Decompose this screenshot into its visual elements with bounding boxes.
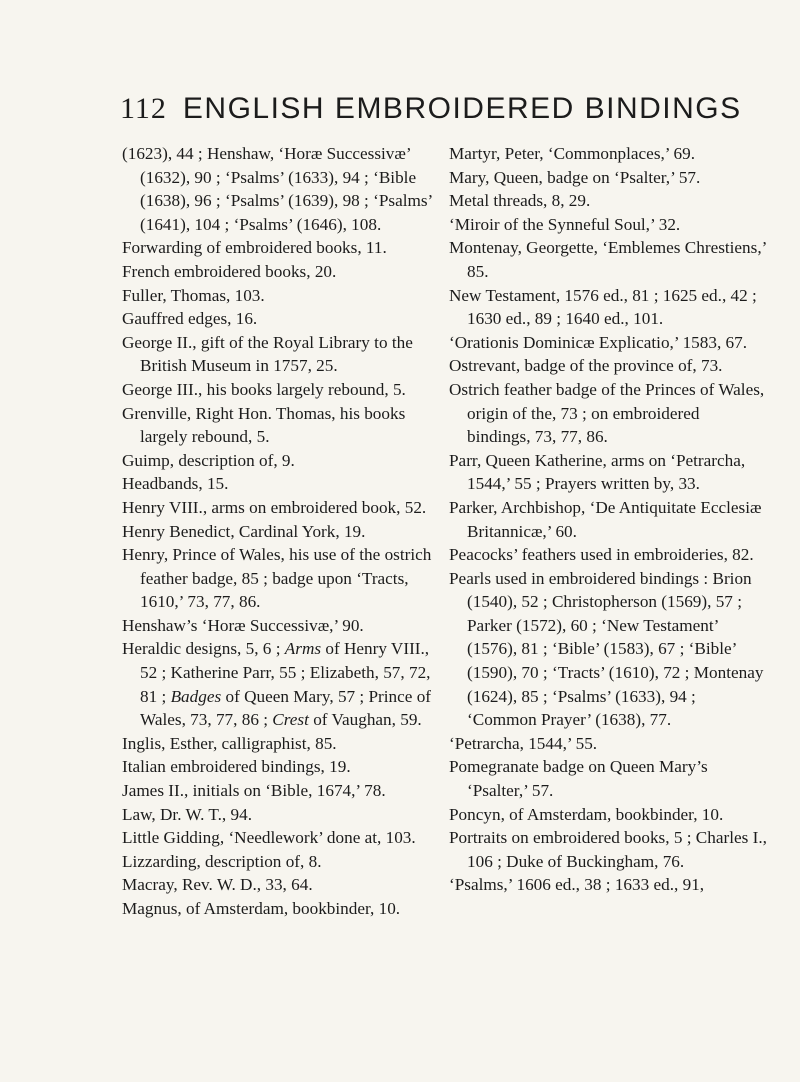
index-entry: Lizzarding, description of, 8.: [122, 851, 322, 871]
index-entry: Henry VIII., arms on embroidered book, 52.: [122, 497, 427, 517]
index-entry: Parker, Archbishop, ‘De Antiquitate Ecclesiæ Britannicæ,’ 60.: [449, 497, 762, 541]
index-entry: George II., gift of the Royal Library to the British Museum in 1757, 25.: [122, 332, 413, 376]
index-entry: ‘Orationis Dominicæ Explicatio,’ 1583, 67.: [449, 332, 748, 352]
index-entry: Gauffred edges, 16.: [122, 309, 258, 329]
index-entry: Grenville, Right Hon. Thomas, his books largely rebound, 5.: [122, 403, 406, 447]
index-entry: Portraits on embroidered books, 5 ; Charles I., 106 ; Duke of Buckingham, 76.: [449, 828, 767, 871]
index-entry: Pomegranate badge on Queen Mary’s ‘Psalter,’ 57.: [449, 757, 708, 801]
index-entry: Ostrich feather badge of the Princes of Wales, origin of the, 73 ; on embroidered bindings, 73, 77, 86.: [449, 379, 765, 447]
index-entry: Peacocks’ feathers used in embroideries, 82.: [449, 545, 754, 565]
index-entry: Macray, Rev. W. D., 33, 64.: [122, 875, 313, 895]
index-entry: Metal threads, 8, 29.: [449, 191, 591, 211]
index-entry: Mary, Queen, badge on ‘Psalter,’ 57.: [449, 167, 701, 187]
index-entry: Martyr, Peter, ‘Commonplaces,’ 69.: [449, 144, 696, 163]
index-entry: Henry, Prince of Wales, his use of the ostrich feather badge, 85 ; badge upon ‘Tracts, 1610,’ 73, 77, 86.: [122, 545, 432, 612]
index-entry: Heraldic designs, 5, 6 ; Arms of Henry VIII., 52 ; Katherine Parr, 55 ; Elizabeth, 57, 72, 81 ; Badges of Queen Mary, 57 ; Prince of Wales, 73, 77, 86 ; Crest of Vaughan, 59.: [122, 639, 432, 730]
index-entry: George III., his books largely rebound, 5.: [122, 379, 406, 399]
index-entry: Forwarding of embroidered books, 11.: [122, 238, 387, 258]
index-entry: Poncyn, of Amsterdam, bookbinder, 10.: [449, 804, 724, 824]
index-entry: New Testament, 1576 ed., 81 ; 1625 ed., 42 ; 1630 ed., 89 ; 1640 ed., 101.: [449, 285, 757, 329]
index-entry: Henshaw’s ‘Horæ Successivæ,’ 90.: [122, 615, 364, 635]
index-column-right: [449, 142, 767, 897]
index-entry: ‘Miroir of the Synneful Soul,’ 32.: [449, 214, 681, 234]
index-entry: Guimp, description of, 9.: [122, 450, 295, 470]
index-entry: ‘Psalms,’ 1606 ed., 38 ; 1633 ed., 91,: [449, 875, 705, 895]
index-entry: James II., initials on ‘Bible, 1674,’ 78.: [122, 781, 386, 801]
index-entry: Magnus, of Amsterdam, bookbinder, 10.: [122, 899, 401, 918]
index-entry: Montenay, Georgette, ‘Emblemes Chrestiens,’ 85.: [449, 238, 767, 281]
index-entry: Henry Benedict, Cardinal York, 19.: [122, 521, 366, 541]
index-entry: Headbands, 15.: [122, 474, 229, 494]
index-entry: Parr, Queen Katherine, arms on ‘Petrarcha, 1544,’ 55 ; Prayers written by, 33.: [449, 450, 746, 494]
index-entry: Law, Dr. W. T., 94.: [122, 804, 253, 824]
index-entry: Inglis, Esther, calligraphist, 85.: [122, 733, 337, 753]
page-title: ENGLISH EMBROIDERED BINDINGS: [182, 92, 742, 125]
index-entry: French embroidered books, 20.: [122, 261, 337, 281]
index-entry: Little Gidding, ‘Needlework’ done at, 103.: [122, 828, 416, 848]
index-column-left: [122, 142, 440, 921]
index-entry: Pearls used in embroidered bindings : Brion (1540), 52 ; Christopherson (1569), 57 ; Parker (1572), 60 ; ‘New Testament’ (1576), 81 ; ‘Bible’ (1583), 67 ; ‘Bible’ (1590), 70 ; ‘Tracts’ (1610), 72 ; Montenay (1624), 85 ; ‘Psalms’ (1633), 94 ; ‘Common Prayer’ (1638), 77.: [449, 568, 764, 730]
index-entry: (1623), 44 ; Henshaw, ‘Horæ Successivæ’ (1632), 90 ; ‘Psalms’ (1633), 94 ; ‘Bible (1638), 96 ; ‘Psalms’ (1639), 98 ; ‘Psalms’ (1641), 104 ; ‘Psalms’ (1646), 108.: [122, 144, 433, 234]
index-entry: ‘Petrarcha, 1544,’ 55.: [449, 733, 598, 753]
page-number: 112: [120, 92, 167, 125]
page-header: [120, 92, 780, 126]
index-entry: Fuller, Thomas, 103.: [122, 285, 265, 305]
index-entry: Ostrevant, badge of the province of, 73.: [449, 356, 723, 376]
index-entry: Italian embroidered bindings, 19.: [122, 757, 351, 777]
